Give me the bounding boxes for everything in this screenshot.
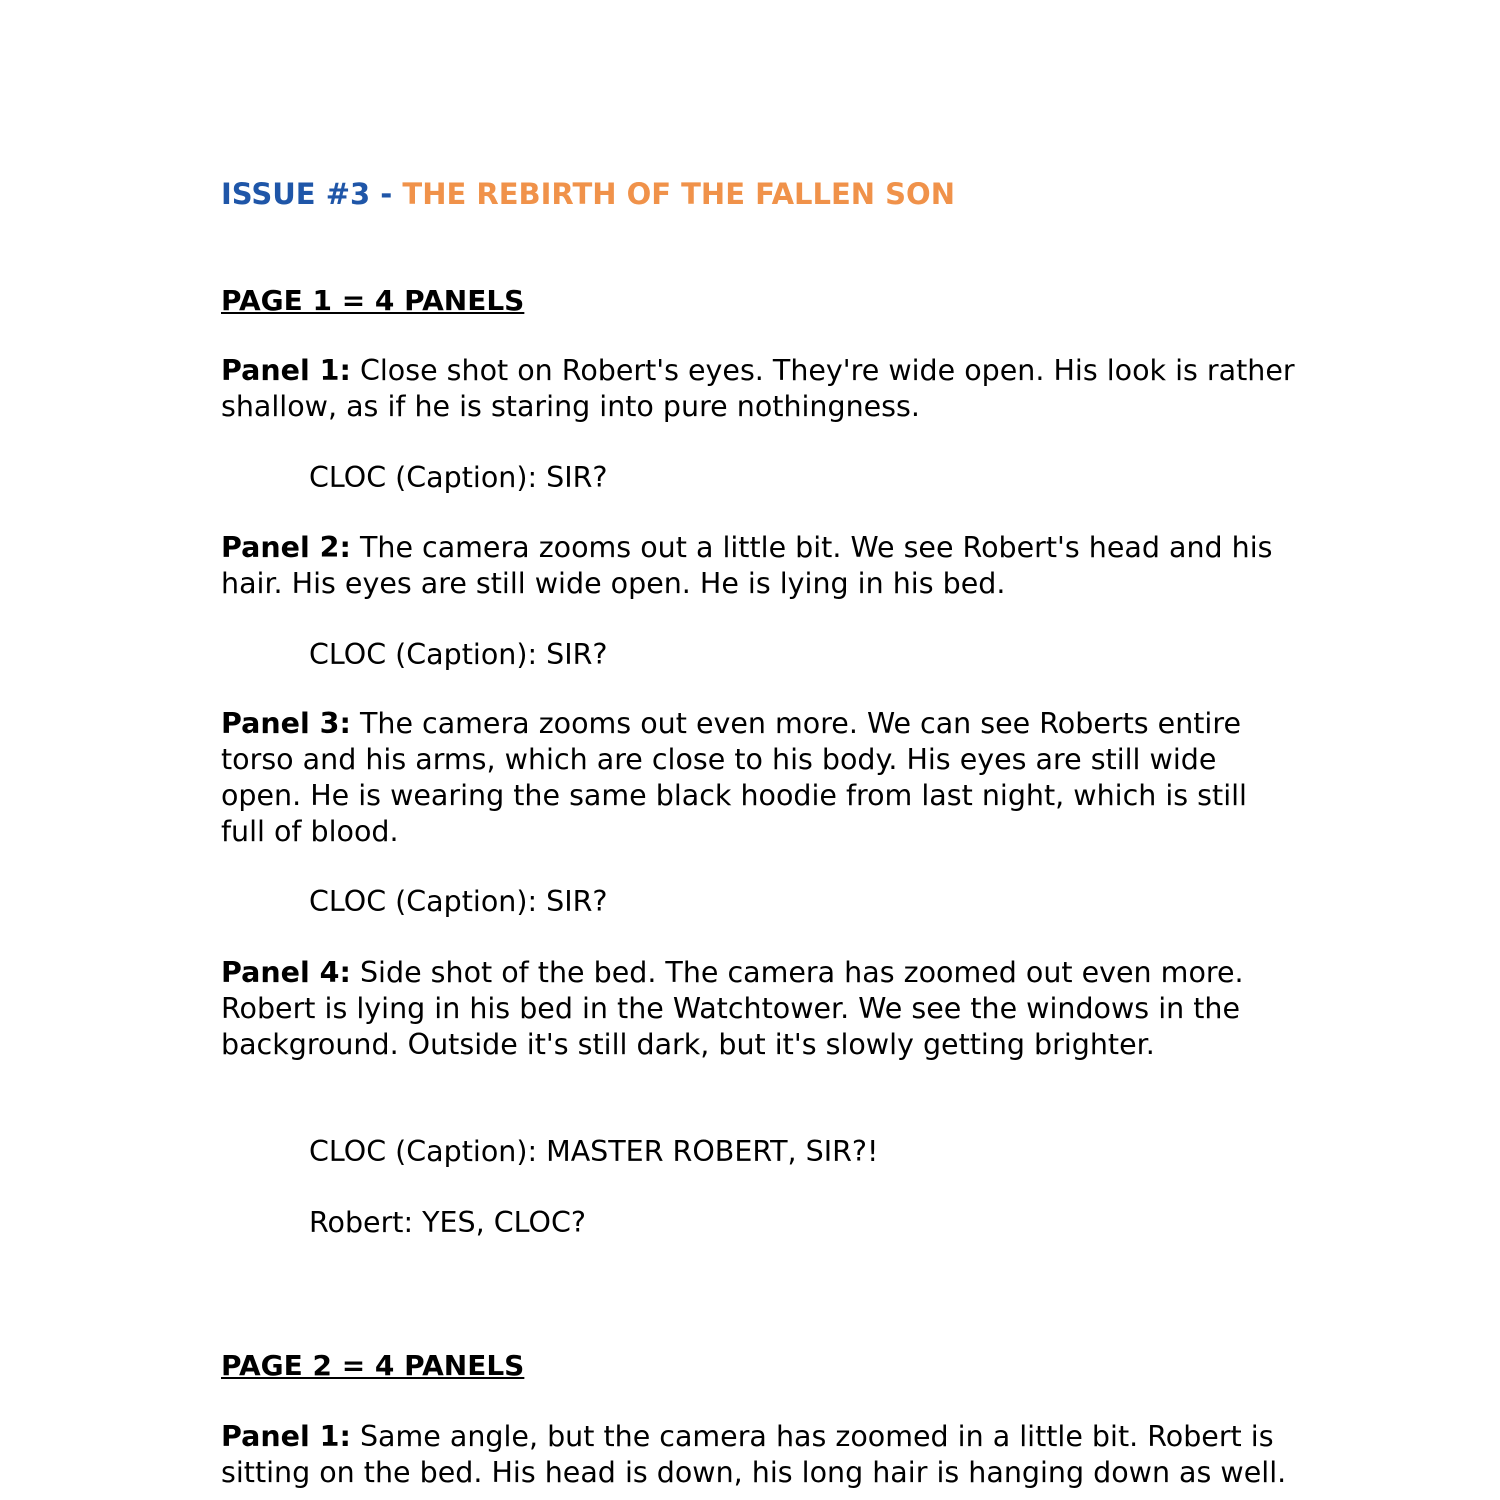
page-1-panel-1-caption: CLOC (Caption): SIR? [309,461,608,494]
panel-description: The camera zooms out a little bit. We see Robert's head and his hair. His eyes are still wide open. He is lying in his bed. [221,531,1273,600]
panel-description: Close shot on Robert's eyes. They're wide open. His look is rather shallow, as if he is staring into pure nothingness. [221,354,1295,423]
panel-label: Panel 2: [221,531,351,564]
panel-label: Panel 3: [221,707,351,740]
page-1-panel-4 [221,955,1296,1063]
page-1-panel-4-dialogue: Robert: YES, CLOC? [309,1206,586,1239]
panel-label: Panel 1: [221,354,351,387]
page-1-heading: PAGE 1 = 4 PANELS [221,284,525,317]
page-2-panel-1 [221,1419,1296,1491]
page-2-heading: PAGE 2 = 4 PANELS [221,1349,525,1382]
page-1-panel-4-caption: CLOC (Caption): MASTER ROBERT, SIR?! [309,1135,879,1168]
issue-name: THE REBIRTH OF THE FALLEN SON [402,177,955,211]
panel-label: Panel 1: [221,1420,351,1453]
panel-description: The camera zooms out even more. We can see Roberts entire torso and his arms, which are close to his body. His eyes are still wide open. He is wearing the same black hoodie from last night, which is still full of blood. [221,707,1247,848]
issue-number: ISSUE #3 - [221,177,403,211]
panel-description: Same angle, but the camera has zoomed in a little bit. Robert is sitting on the bed. His head is down, his long hair is hanging down as well. [221,1420,1287,1489]
page-1-panel-2 [221,530,1296,602]
panel-label: Panel 4: [221,956,351,989]
page-1-panel-3-caption: CLOC (Caption): SIR? [309,885,608,918]
page-1-panel-1 [221,353,1296,425]
page-1-panel-2-caption: CLOC (Caption): SIR? [309,638,608,671]
issue-title [221,177,955,211]
panel-description: Side shot of the bed. The camera has zoomed out even more. Robert is lying in his bed in the Watchtower. We see the windows in the background. Outside it's still dark, but it's slowly getting brighter. [221,956,1244,1061]
page-1-panel-3 [221,706,1296,850]
